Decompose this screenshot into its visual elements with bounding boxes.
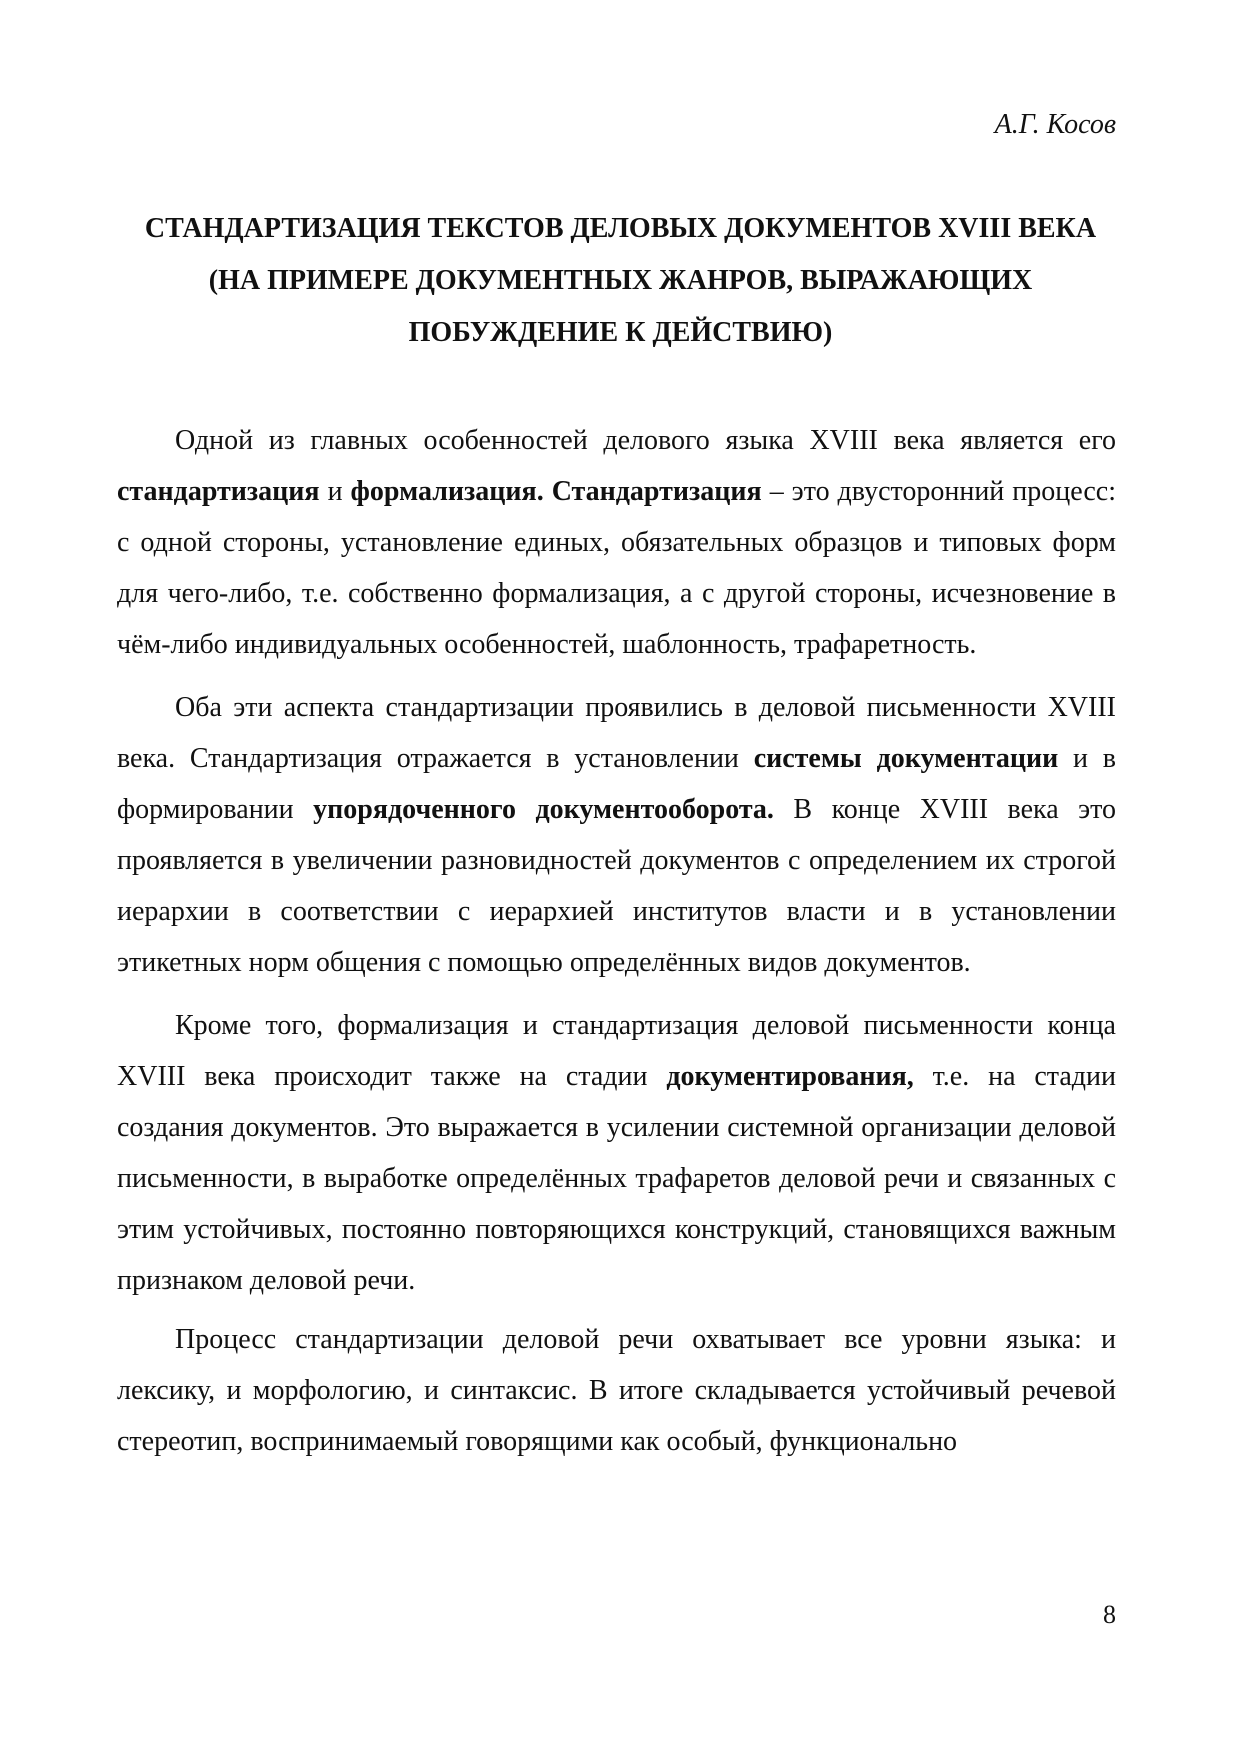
- paragraph-1: [117, 415, 1116, 670]
- text-span: Кроме того, формализация и стандартизация деловой письменности конца XVIII века происходит также на стадии: [117, 1010, 1116, 1092]
- text-span: и в формировании: [117, 743, 1116, 825]
- bold-term-standardization: стандартизация: [117, 476, 320, 507]
- title-line-1: СТАНДАРТИЗАЦИЯ ТЕКСТОВ ДЕЛОВЫХ ДОКУМЕНТОВ XVIII ВЕКА: [144, 213, 1097, 244]
- page-number: 8: [1103, 1600, 1116, 1629]
- text-span: Одной из главных особенностей делового языка XVIII века является его: [175, 425, 1116, 456]
- bold-term-documentation-system: системы документации: [753, 743, 1059, 774]
- paragraph-4: [117, 1314, 1116, 1467]
- text-span: т.е. на стадии создания документов. Это выражается в усилении системной организации деловой письменности, в выработке определённых трафаретов деловой речи и связанных с этим устойчивых, постоянно повторяющихся конструкций, становящихся важным признаком деловой речи.: [117, 1061, 1116, 1296]
- article-body: [117, 415, 1116, 1479]
- text-span: – это двусторонний процесс: с одной стороны, установление единых, обязательных образцов и типовых форм для чего-либо, т.е. собственно формализация, а с другой стороны, исчезновение в чём-либо индивидуальных особенностей, шаблонность, трафаретность.: [117, 476, 1117, 660]
- bold-term-documenting: документирования,: [666, 1061, 914, 1092]
- text-span: Оба эти аспекта стандартизации проявились в деловой письменности XVIII века. Стандартизация отражается в установлении: [117, 692, 1116, 774]
- paragraph-2: [117, 682, 1116, 988]
- text-span: В конце XVIII века это проявляется в увеличении разновидностей документов с определением их строгой иерархии в соответствии с иерархией институтов власти и в установлении этикетных норм общения с помощью определённых видов документов.: [117, 794, 1116, 978]
- bold-term-document-flow: упорядоченного документооборота.: [313, 794, 774, 825]
- title-line-3: ПОБУЖДЕНИЕ К ДЕЙСТВИЮ): [408, 317, 833, 348]
- paragraph-3: [117, 1000, 1116, 1306]
- title-line-2: (НА ПРИМЕРЕ ДОКУМЕНТНЫХ ЖАНРОВ, ВЫРАЖАЮЩИХ: [208, 265, 1033, 296]
- author-name: А.Г. Косов: [994, 109, 1116, 140]
- text-span: Процесс стандартизации деловой речи охватывает все уровни языка: и лексику, и морфологию, и синтаксис. В итоге складывается устойчивый речевой стереотип, воспринимаемый говорящими как особый, функционально: [117, 1324, 1116, 1457]
- text-span: и: [319, 476, 351, 507]
- article-title: [110, 203, 1131, 359]
- bold-term-formalization: формализация. Стандартизация: [350, 476, 762, 507]
